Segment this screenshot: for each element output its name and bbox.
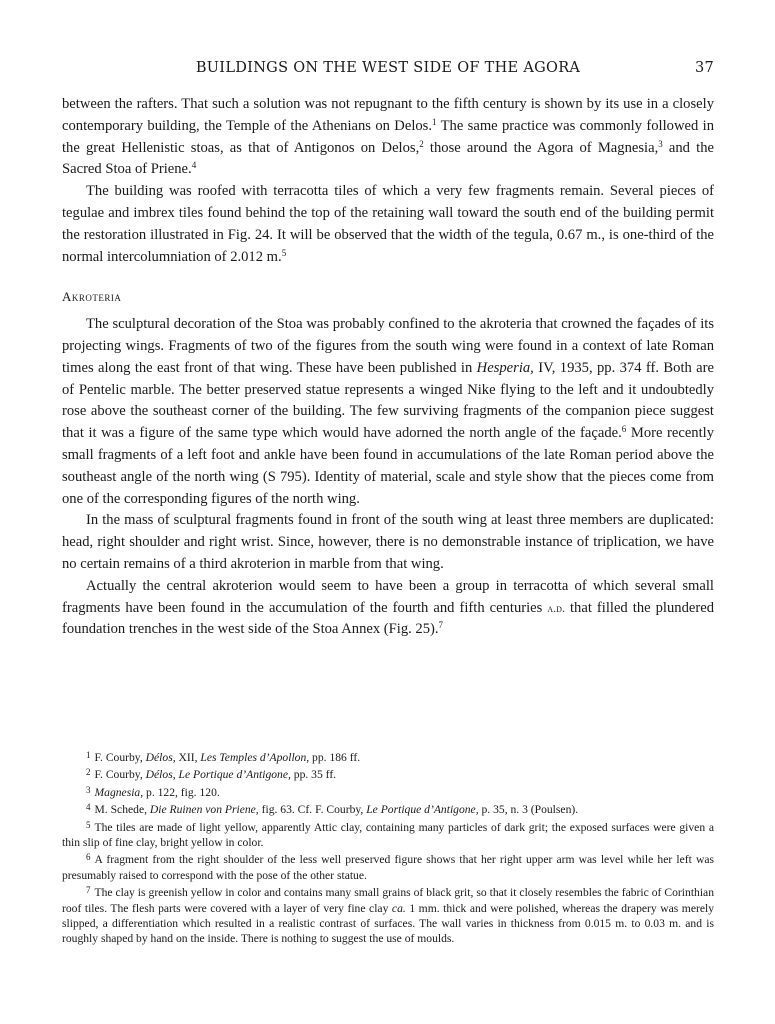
paragraph-1: between the rafters. That such a solution was not repugnant to the fifth century is shown by its use in a closely contemporary building, the Temple of the Athenians on Delos.$^1$ The same practice was commonly followed in the great Hellenistic stoas, as that of Antigonos on Delos,$^2$ those around the Agora of Magnesia,$^3$ and the Sacred Stoa of Priene.$^4$: [62, 96, 714, 178]
page-header: [62, 60, 714, 80]
journal-title: Hesperia,: [476, 359, 534, 376]
footnote-2: $^2$ F. Courby, Délos, Le Portique d’Antigone, pp. 35 ff.: [86, 767, 337, 782]
footnote-ref-1[interactable]: 1: [432, 116, 437, 127]
footnote-3: $^3$ Magnesia, p. 122, fig. 120.: [86, 784, 220, 799]
page-number: 37: [694, 60, 714, 76]
footnote-6: $^6$ A fragment from the right shoulder of the less well preserved figure shows that her right upper arm was level while her left was presumably raised to correspond with the pose of the other statue.: [62, 852, 714, 882]
section-heading: Akroteria: [62, 289, 122, 305]
footnote-1: $^1$ F. Courby, Délos, XII, Les Temples d’Apollon, pp. 186 ff.: [86, 750, 361, 764]
footnote-ref-6[interactable]: 6: [621, 424, 627, 435]
footnote-4: $^4$ M. Schede, Die Ruinen von Priene, fig. 63. Cf. F. Courby, Le Portique d’Antigone, p. 35, n. 3 (Poulsen).: [86, 802, 579, 817]
footnotes: [62, 748, 714, 947]
paragraph-2: The building was roofed with terracotta tiles of which a very few fragments remain. Several pieces of tegulae and imbrex tiles found behind the top of the retaining wall toward the south end of the building permit the restoration illustrated in Fig. 24. It will be observed that the width of the tegula, 0.67 m., is one-third of the normal intercolumniation of 2.012 m.$^5$: [62, 183, 714, 265]
footnote-ref-3[interactable]: 3: [658, 138, 663, 149]
paragraph-4: In the mass of sculptural fragments found in front of the south wing at least three members are duplicated: head, right shoulder and right wrist. Since, however, there is no demonstrable instance of triplication, we have no certain remains of a third akroterion in marble from that wing.: [62, 512, 714, 572]
paragraph-3: The sculptural decoration of the Stoa was probably confined to the akroteria that crowned the façades of its projecting wings. Fragments of two of the figures from the south wing were found in a context of late Roman times along the east front of that wing. These have been published in Hesperia, IV, 1935, pp. 374 ff. Both are of Pentelic marble. The better preserved statue represents a winged Nike flying to the left and it undoubtedly rose above the southeast corner of the building. The few surviving fragments of the companion piece suggest that it was a figure of the same type which would have adorned the north angle of the façade.$^6$ More recently small fragments of a left foot and ankle have been found in accumulations of the late Roman period above the southeast angle of the north wing (S 795). Identity of material, scale and style show that the pieces come from one of the corresponding figures of the north wing.: [62, 316, 715, 507]
footnote-ref-5[interactable]: 5: [281, 247, 287, 258]
footnote-ref-2[interactable]: 2: [419, 138, 424, 149]
footnote-7: $^7$ The clay is greenish yellow in color and contains many small grains of black grit, so that it closely resembles the fabric of Corinthian roof tiles. The flesh parts were covered with a layer of very fine clay ca. 1 mm. thick and were polished, whereas the drapery was merely slipped, a differentiation which resulted in a realistic contrast of surfaces. The wall varies in thickness from 0.015 m. to 0.03 m. and is roughly shaped by hand on the inside. There is nothing to suggest the use of moulds.: [62, 885, 714, 946]
era-abbreviation: a.d.: [547, 600, 565, 615]
footnote-5: $^5$ The tiles are made of light yellow, apparently Attic clay, containing many particles of dark grit; the exposed surfaces were given a thin slip of fine clay, bright yellow in color.: [62, 819, 714, 850]
running-title: BUILDINGS ON THE WEST SIDE OF THE AGORA: [195, 60, 581, 76]
body-text: [62, 94, 714, 641]
paragraph-5: Actually the central akroterion would seem to have been a group in terracotta of which several small fragments have been found in the accumulation of the fourth and fifth centuries a.d. that filled the plundered foundation trenches in the west side of the Stoa Annex (Fig. 25).$^7$: [62, 577, 714, 638]
footnote-ref-4[interactable]: 4: [191, 160, 197, 171]
footnote-ref-7[interactable]: 7: [438, 620, 444, 631]
